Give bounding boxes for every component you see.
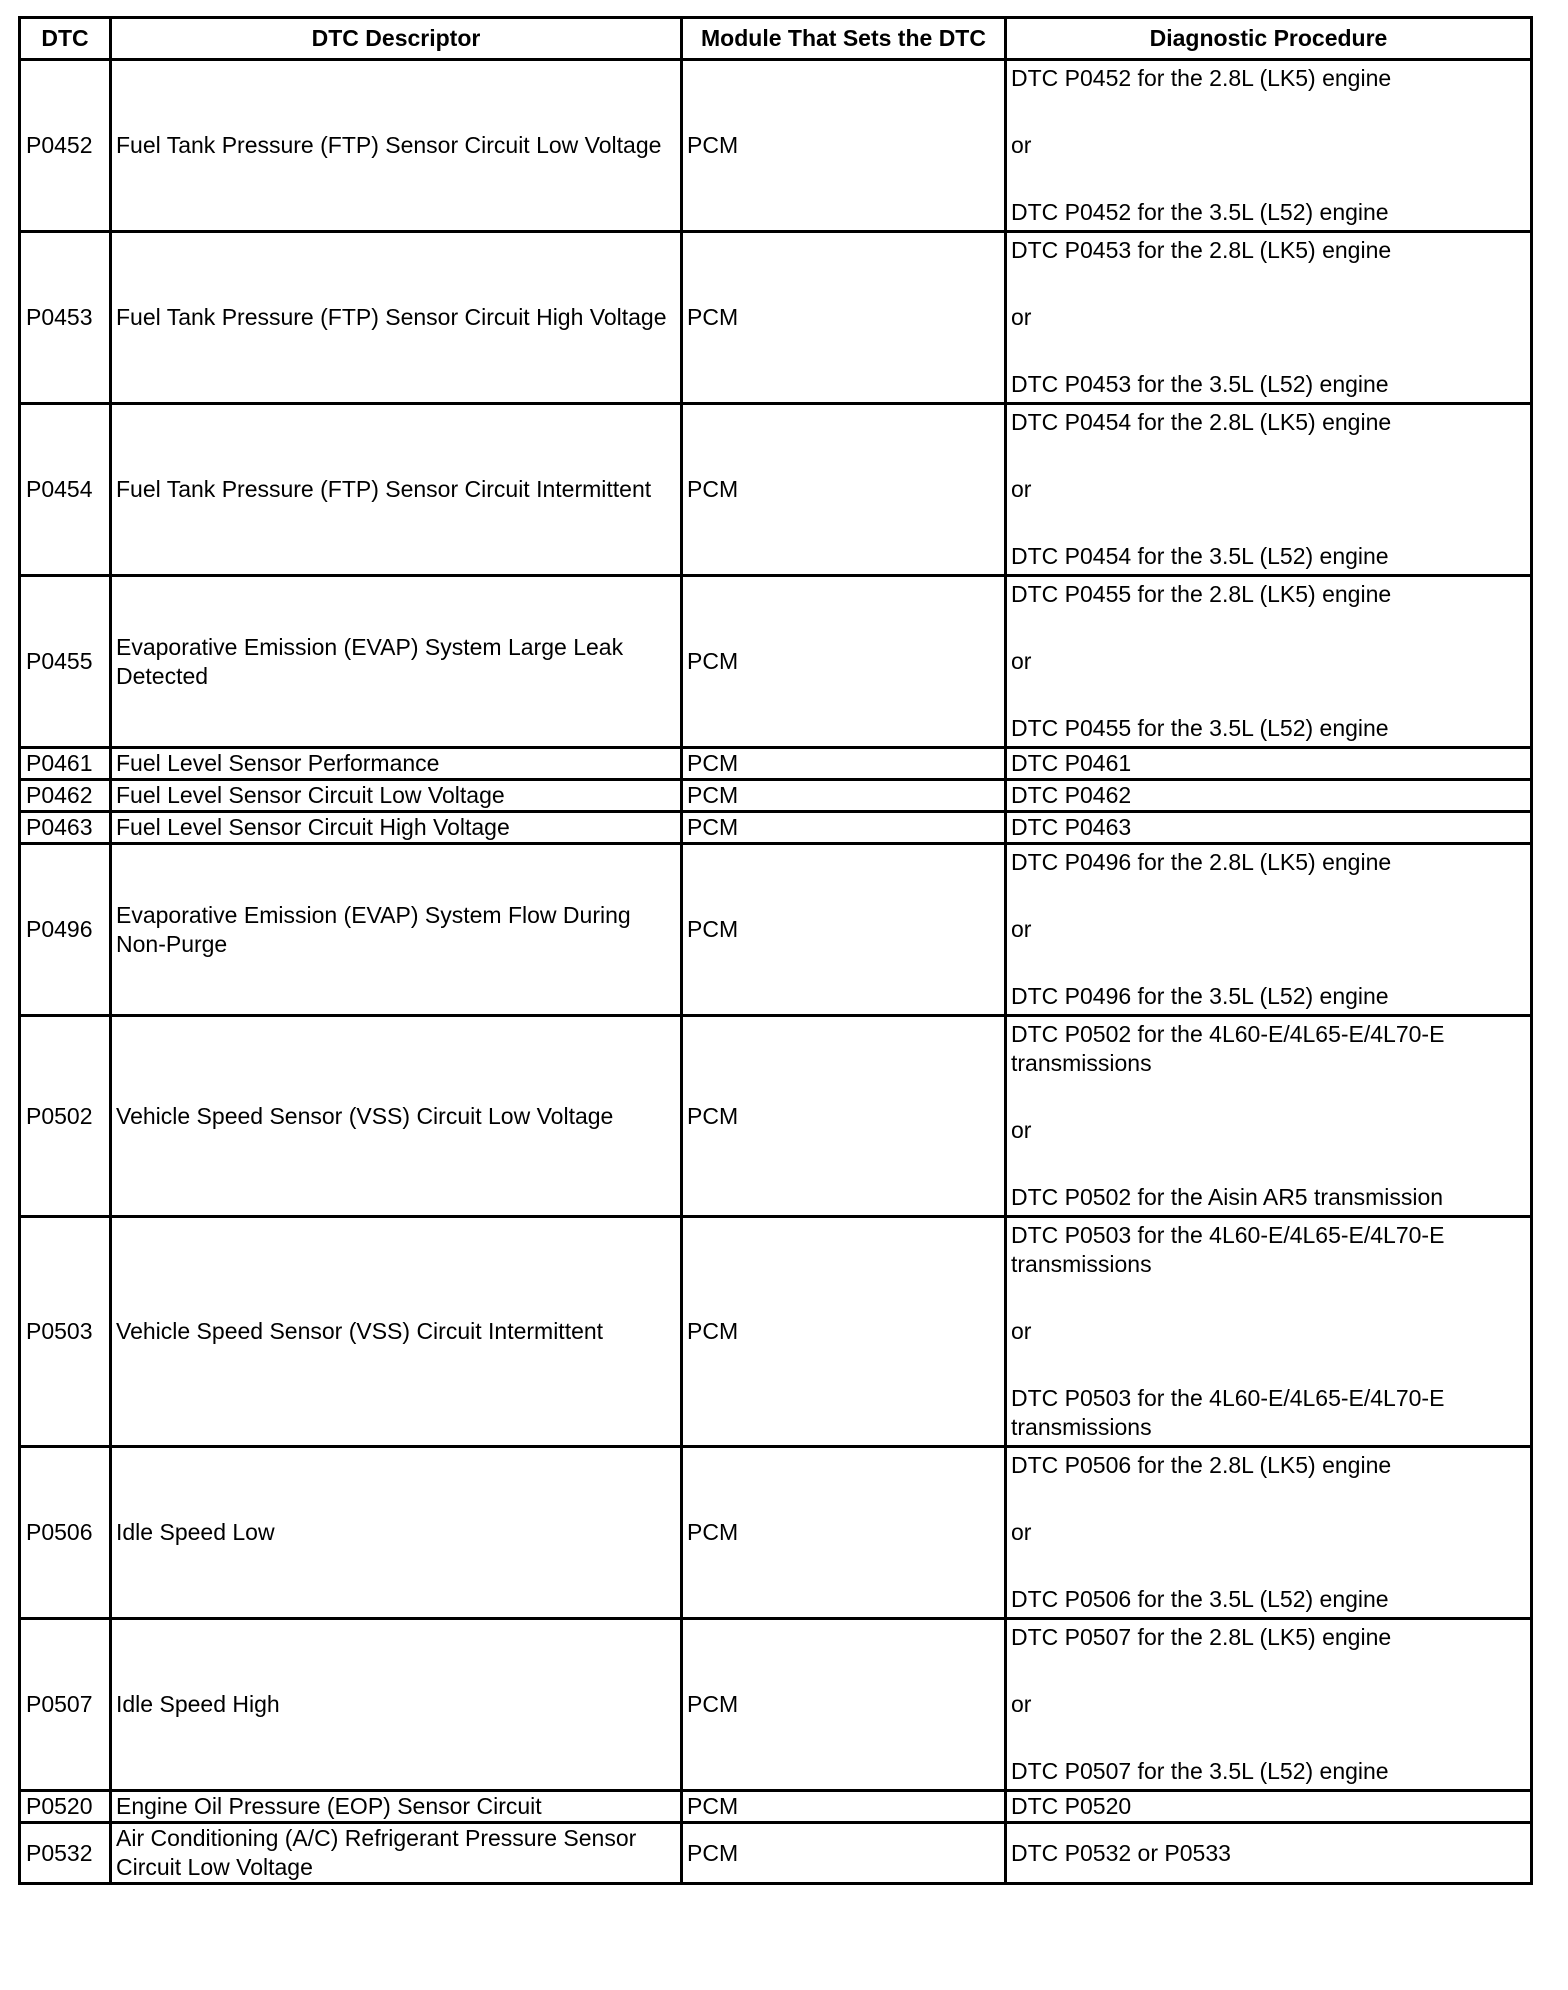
- procedure-line: DTC P0454 for the 3.5L (L52) engine: [1011, 543, 1389, 569]
- header-row: [20, 18, 1532, 60]
- dtc-module: PCM: [682, 60, 1006, 232]
- table-row: [20, 844, 1532, 1016]
- header-module: Module That Sets the DTC: [682, 18, 1006, 60]
- table-row: [20, 1619, 1532, 1791]
- procedure-line: or: [1011, 1519, 1032, 1545]
- table-row: [20, 748, 1532, 780]
- dtc-descriptor: Engine Oil Pressure (EOP) Sensor Circuit: [111, 1791, 682, 1823]
- line-spacer: [1011, 1279, 1526, 1317]
- dtc-descriptor: Fuel Level Sensor Circuit Low Voltage: [111, 780, 682, 812]
- procedure-line: DTC P0507 for the 2.8L (LK5) engine: [1011, 1624, 1392, 1650]
- diagnostic-procedure: [1006, 232, 1532, 404]
- procedure-line: DTC P0452 for the 3.5L (L52) engine: [1011, 199, 1389, 225]
- dtc-code: P0452: [20, 60, 111, 232]
- diagnostic-procedure: [1006, 780, 1532, 812]
- procedure-line: DTC P0503 for the 4L60-E/4L65-E/4L70-E transmissions: [1011, 1385, 1445, 1440]
- dtc-descriptor: Fuel Level Sensor Performance: [111, 748, 682, 780]
- table-row: [20, 1791, 1532, 1823]
- dtc-table: [18, 16, 1533, 1885]
- diagnostic-procedure: [1006, 1823, 1532, 1884]
- diagnostic-procedure: [1006, 844, 1532, 1016]
- line-spacer: [1011, 160, 1526, 198]
- dtc-code: P0461: [20, 748, 111, 780]
- line-spacer: [1011, 1145, 1526, 1183]
- dtc-module: PCM: [682, 1217, 1006, 1447]
- dtc-descriptor: Idle Speed High: [111, 1619, 682, 1791]
- procedure-line: DTC P0507 for the 3.5L (L52) engine: [1011, 1758, 1389, 1784]
- dtc-module: PCM: [682, 780, 1006, 812]
- line-spacer: [1011, 609, 1526, 647]
- dtc-code: P0506: [20, 1447, 111, 1619]
- dtc-descriptor: Vehicle Speed Sensor (VSS) Circuit Intermittent: [111, 1217, 682, 1447]
- procedure-line: DTC P0503 for the 4L60-E/4L65-E/4L70-E transmissions: [1011, 1222, 1445, 1277]
- procedure-line: DTC P0452 for the 2.8L (LK5) engine: [1011, 65, 1392, 91]
- procedure-line: DTC P0520: [1011, 1793, 1132, 1819]
- line-spacer: [1011, 1652, 1526, 1690]
- line-spacer: [1011, 93, 1526, 131]
- procedure-line: or: [1011, 648, 1032, 674]
- line-spacer: [1011, 1346, 1526, 1384]
- table-body: [20, 60, 1532, 1884]
- line-spacer: [1011, 944, 1526, 982]
- table-row: [20, 1016, 1532, 1217]
- dtc-code: P0455: [20, 576, 111, 748]
- diagnostic-procedure: [1006, 60, 1532, 232]
- dtc-descriptor: Fuel Tank Pressure (FTP) Sensor Circuit Intermittent: [111, 404, 682, 576]
- diagnostic-procedure: [1006, 1217, 1532, 1447]
- procedure-line: DTC P0496 for the 3.5L (L52) engine: [1011, 983, 1389, 1009]
- table-row: [20, 1447, 1532, 1619]
- line-spacer: [1011, 504, 1526, 542]
- dtc-descriptor: Idle Speed Low: [111, 1447, 682, 1619]
- procedure-line: DTC P0532 or P0533: [1011, 1839, 1231, 1866]
- procedure-line: or: [1011, 1117, 1032, 1143]
- dtc-code: P0507: [20, 1619, 111, 1791]
- header-dtc: DTC: [20, 18, 111, 60]
- dtc-descriptor: Fuel Level Sensor Circuit High Voltage: [111, 812, 682, 844]
- dtc-descriptor: Evaporative Emission (EVAP) System Large Leak Detected: [111, 576, 682, 748]
- header-procedure: Diagnostic Procedure: [1006, 18, 1532, 60]
- diagnostic-procedure: [1006, 1447, 1532, 1619]
- line-spacer: [1011, 265, 1526, 303]
- line-spacer: [1011, 1547, 1526, 1585]
- procedure-line: or: [1011, 132, 1032, 158]
- line-spacer: [1011, 1480, 1526, 1518]
- line-spacer: [1011, 1078, 1526, 1116]
- procedure-line: DTC P0463: [1011, 814, 1132, 840]
- dtc-module: PCM: [682, 576, 1006, 748]
- procedure-line: or: [1011, 1691, 1032, 1717]
- dtc-module: PCM: [682, 232, 1006, 404]
- procedure-line: DTC P0455 for the 2.8L (LK5) engine: [1011, 581, 1392, 607]
- procedure-line: DTC P0506 for the 2.8L (LK5) engine: [1011, 1452, 1392, 1478]
- dtc-code: P0454: [20, 404, 111, 576]
- table-row: [20, 812, 1532, 844]
- dtc-module: PCM: [682, 1791, 1006, 1823]
- dtc-code: P0462: [20, 780, 111, 812]
- dtc-module: PCM: [682, 1823, 1006, 1884]
- dtc-code: P0532: [20, 1823, 111, 1884]
- dtc-module: PCM: [682, 812, 1006, 844]
- table-row: [20, 404, 1532, 576]
- line-spacer: [1011, 332, 1526, 370]
- dtc-module: PCM: [682, 748, 1006, 780]
- procedure-line: DTC P0502 for the Aisin AR5 transmission: [1011, 1184, 1444, 1210]
- procedure-line: DTC P0506 for the 3.5L (L52) engine: [1011, 1586, 1389, 1612]
- diagnostic-procedure: [1006, 748, 1532, 780]
- table-row: [20, 576, 1532, 748]
- dtc-module: PCM: [682, 404, 1006, 576]
- procedure-line: DTC P0455 for the 3.5L (L52) engine: [1011, 715, 1389, 741]
- table-row: [20, 232, 1532, 404]
- table-row: [20, 1217, 1532, 1447]
- diagnostic-procedure: [1006, 1016, 1532, 1217]
- line-spacer: [1011, 877, 1526, 915]
- line-spacer: [1011, 676, 1526, 714]
- procedure-line: DTC P0454 for the 2.8L (LK5) engine: [1011, 409, 1392, 435]
- dtc-descriptor: Air Conditioning (A/C) Refrigerant Pressure Sensor Circuit Low Voltage: [111, 1823, 682, 1884]
- procedure-line: DTC P0461: [1011, 750, 1132, 776]
- procedure-line: or: [1011, 476, 1032, 502]
- procedure-line: DTC P0453 for the 3.5L (L52) engine: [1011, 371, 1389, 397]
- dtc-descriptor: Fuel Tank Pressure (FTP) Sensor Circuit High Voltage: [111, 232, 682, 404]
- diagnostic-procedure: [1006, 404, 1532, 576]
- dtc-module: PCM: [682, 1447, 1006, 1619]
- procedure-line: DTC P0502 for the 4L60-E/4L65-E/4L70-E transmissions: [1011, 1021, 1445, 1076]
- diagnostic-procedure: [1006, 1619, 1532, 1791]
- procedure-line: or: [1011, 304, 1032, 330]
- dtc-code: P0453: [20, 232, 111, 404]
- dtc-code: P0502: [20, 1016, 111, 1217]
- diagnostic-procedure: [1006, 576, 1532, 748]
- table-row: [20, 780, 1532, 812]
- line-spacer: [1011, 1719, 1526, 1757]
- procedure-line: or: [1011, 916, 1032, 942]
- dtc-module: PCM: [682, 844, 1006, 1016]
- dtc-descriptor: Evaporative Emission (EVAP) System Flow During Non-Purge: [111, 844, 682, 1016]
- dtc-descriptor: Fuel Tank Pressure (FTP) Sensor Circuit Low Voltage: [111, 60, 682, 232]
- header-descriptor: DTC Descriptor: [111, 18, 682, 60]
- dtc-code: P0496: [20, 844, 111, 1016]
- dtc-module: PCM: [682, 1619, 1006, 1791]
- table-row: [20, 1823, 1532, 1884]
- dtc-module: PCM: [682, 1016, 1006, 1217]
- line-spacer: [1011, 437, 1526, 475]
- diagnostic-procedure: [1006, 812, 1532, 844]
- dtc-code: P0503: [20, 1217, 111, 1447]
- procedure-line: or: [1011, 1318, 1032, 1344]
- procedure-line: DTC P0462: [1011, 782, 1132, 808]
- dtc-descriptor: Vehicle Speed Sensor (VSS) Circuit Low Voltage: [111, 1016, 682, 1217]
- procedure-line: DTC P0496 for the 2.8L (LK5) engine: [1011, 849, 1392, 875]
- table-row: [20, 60, 1532, 232]
- diagnostic-procedure: [1006, 1791, 1532, 1823]
- dtc-code: P0520: [20, 1791, 111, 1823]
- dtc-code: P0463: [20, 812, 111, 844]
- procedure-line: DTC P0453 for the 2.8L (LK5) engine: [1011, 237, 1392, 263]
